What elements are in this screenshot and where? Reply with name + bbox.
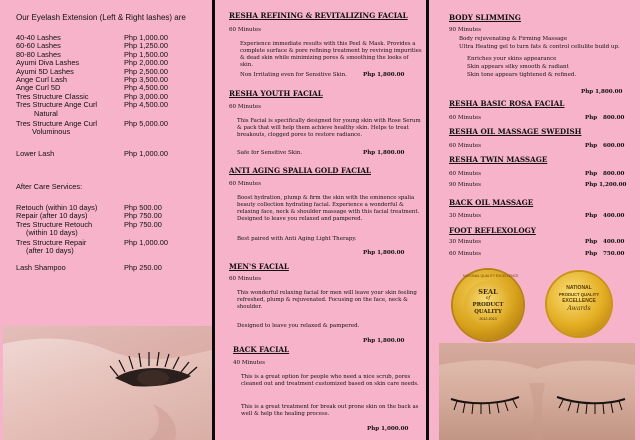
eyelash-closeup-photo (3, 326, 212, 440)
section-note: Best paired with Anti Aging Light Therapy. (237, 236, 357, 242)
service-title: RESHA OIL MASSAGE SWEDISH (449, 127, 582, 136)
item-name: 40-40 Lashes (16, 33, 61, 42)
item-price: Php 4,500.00 (124, 100, 168, 110)
eye-illustration (3, 326, 212, 440)
section-note: Designed to leave you relaxed & pampered. (237, 323, 360, 329)
service-price: Php 600.00 (585, 143, 625, 149)
section-note: Safe for Sensitive Skin. (237, 150, 303, 156)
item-price: Php 750.00 (124, 219, 162, 229)
item-price: Php 250.00 (124, 263, 162, 272)
section-description: This Facial is specifically designed for young skin with Rose Serum & pack that will help them achieve healthy skin. Helps to treat breakouts, clogged pores to restore radiance. (237, 118, 421, 138)
section-duration: 60 Minutes (229, 181, 262, 187)
section-title: RESHA YOUTH FACIAL (229, 89, 323, 98)
item-name: Tres Structure Classic (16, 91, 89, 101)
item-name: Repair (after 10 days) (16, 211, 88, 221)
award-line-4: Awards (567, 305, 591, 312)
item-price: Php 1,250.00 (124, 41, 168, 51)
item-name: Tres Structure Ange Curl (16, 100, 98, 110)
aftercare-list (0, 204, 212, 260)
eyelash-result-photo (439, 343, 635, 440)
panel-eyelash-extensions (0, 0, 212, 440)
item-name: 80-80 Lashes (16, 49, 61, 59)
service-price: Php 1,200.00 (585, 182, 627, 188)
slimming-line: Skin tone appears tightened & refined. (467, 72, 577, 78)
item-name: Ange Curl Lash (16, 75, 67, 84)
item-price: Php 1,000.00 (124, 33, 168, 42)
section-description: Experience immediate results with this Peel & Mask. Provides a complete surface & pore refining treatment by reviving impurities & dead skin while minimizing pores & smoothing the looks of skin. (240, 41, 422, 68)
section-duration: 40 Minutes (233, 360, 266, 366)
slimming-line: Body rejuvenating & Firming Massage (459, 36, 568, 42)
section-title: BACK FACIAL (233, 345, 290, 354)
section-duration: 60 Minutes (229, 104, 262, 110)
section-price: Php 1,800.00 (581, 89, 623, 95)
item-name: Natural (34, 108, 58, 118)
service-price: Php 800.00 (585, 115, 625, 121)
item-price: Php 1,000.00 (124, 149, 168, 158)
section-title: ANTI AGING SPALIA GOLD FACIAL (229, 166, 371, 175)
seal-inner (464, 281, 512, 329)
service-price: Php 750.00 (585, 251, 625, 257)
section-price: Php 1,800.00 (363, 338, 405, 344)
service-duration: 30 Minutes (449, 213, 482, 219)
item-price: Php 750.00 (124, 211, 162, 221)
service-duration: 60 Minutes (449, 143, 482, 149)
section-title: BODY SLIMMING (449, 13, 521, 22)
seal-word-seal: SEAL (478, 288, 498, 296)
section-duration: 90 Minutes (449, 27, 482, 33)
item-name: Ange Curl 5D (16, 83, 61, 93)
section-description: This is a great option for people who need a nice scrub, pores cleaned out and treatment customized based on skin care needs. (241, 374, 419, 387)
award-line-3: EXCELLENCE (562, 298, 596, 304)
service-title: BACK OIL MASSAGE (449, 198, 534, 207)
item-price: Php 1,500.00 (124, 49, 168, 59)
section-duration: 60 Minutes (229, 276, 262, 282)
seal-word-of: of (485, 296, 491, 301)
slimming-line: Skin appears silky smooth & radiant (467, 64, 569, 70)
section-duration: 60 Minutes (229, 27, 262, 33)
seal-of-quality-badge (453, 270, 523, 340)
product-quality-award-badge (547, 272, 611, 336)
section-price: Php 1,800.00 (363, 150, 405, 156)
panel-body-massage (429, 0, 640, 440)
eyelash-heading: Our Eyelash Extension (Left & Right lashes) are (16, 13, 186, 22)
section-price: Php 1,000.00 (367, 426, 409, 432)
section-description: This wonderful relaxing facial for men will leave your skin feeling refreshed, plump & rejuvenated. Focusing on the face, neck & shoulder. (237, 290, 417, 310)
seal-word-product: PRODUCT (472, 302, 504, 308)
item-name: Tres Structure Retouch (16, 219, 93, 229)
item-price: Php 500.00 (124, 203, 162, 212)
section-note: This is a great treatment for break out prone skin on the back as well & help the healing process. (241, 404, 419, 417)
item-name: Ayumi 5D Lashes (16, 66, 74, 76)
item-price: Php 1,000.00 (124, 238, 168, 247)
service-price: Php 400.00 (585, 239, 625, 245)
section-title: RESHA REFINING & REVITALIZING FACIAL (229, 11, 408, 20)
section-price: Php 1,800.00 (363, 250, 405, 256)
aftercare-heading: After Care Services: (16, 182, 83, 191)
panel-facials (215, 0, 426, 440)
slimming-line: Ultra Heating gel to turn fats & control cellulite build up. (459, 44, 620, 50)
section-note: Non Irritating even for Sensitive Skin. (240, 72, 347, 78)
item-price: Php 4,500.00 (124, 83, 168, 93)
service-title: FOOT REFLEXOLOGY (449, 226, 536, 235)
item-price: Php 5,000.00 (124, 119, 168, 128)
service-duration: 60 Minutes (449, 171, 482, 177)
seal-word-quality: QUALITY (474, 309, 502, 315)
service-duration: 30 Minutes (449, 239, 482, 245)
item-price: Php 2,500.00 (124, 66, 168, 76)
item-name: Ayumi Diva Lashes (16, 58, 80, 68)
award-line-1: NATIONAL (566, 285, 592, 291)
service-price: Php 800.00 (585, 171, 625, 177)
closed-eyes-illustration (439, 343, 635, 440)
lash-price-list (0, 34, 212, 144)
seal-years: 2012-2013 (479, 317, 497, 321)
section-title: MEN'S FACIAL (229, 262, 289, 271)
section-price: Php 1,800.00 (363, 72, 405, 78)
seal-ring-text: NATIONAL QUALITY EXCELLENCE (463, 274, 519, 278)
award-line-2: PRODUCT QUALITY (558, 292, 600, 297)
item-name: Lash Shampoo (16, 263, 66, 272)
item-price: Php 2,000.00 (124, 58, 168, 68)
service-duration: 60 Minutes (449, 251, 482, 257)
service-title: RESHA BASIC ROSA FACIAL (449, 99, 565, 108)
service-title: RESHA TWIN MASSAGE (449, 155, 548, 164)
item-price: Php 3,000.00 (124, 91, 168, 101)
item-name: 60-60 Lashes (16, 41, 61, 51)
item-name: (within 10 days) (26, 228, 78, 238)
service-price: Php 400.00 (585, 213, 625, 219)
item-name: Lower Lash (16, 149, 55, 158)
service-duration: 90 Minutes (449, 182, 482, 188)
service-duration: 60 Minutes (449, 115, 482, 121)
slimming-line: Enriches your skins appearance (467, 56, 557, 62)
item-name: (after 10 days) (26, 246, 74, 256)
item-name: Retouch (within 10 days) (16, 203, 98, 212)
item-price: Php 3,500.00 (124, 75, 168, 84)
item-name: Tres Structure Ange Curl (16, 119, 98, 128)
item-name: Voluminous (32, 127, 71, 137)
item-name: Tres Structure Repair (16, 238, 87, 247)
section-description: Boost hydration, plump & firm the skin with the eminence spalia beauty collection hydrating facial. Experience a wonderful & relaxing face, neck & shoulder massage with this facial treatment. Designed to leave you relaxed and pampered. (237, 195, 420, 222)
